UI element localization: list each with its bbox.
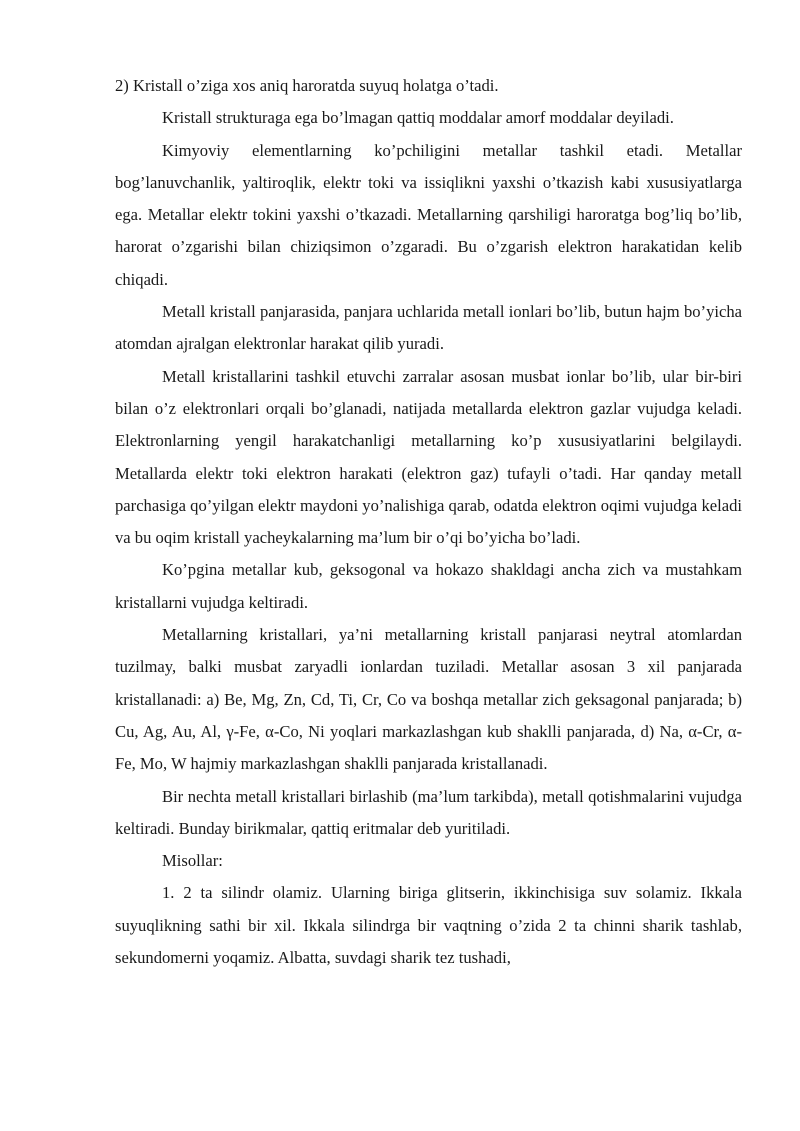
document-page	[115, 70, 742, 974]
paragraph-1: 2) Kristall o’ziga xos aniq haroratda suyuq holatga o’tadi.	[115, 76, 499, 95]
examples-heading: Misollar:	[162, 851, 223, 871]
paragraph-4: Metall kristall panjarasida, panjara uchlarida metall ionlari bo’lib, butun hajm bo’yicha atomdan ajralgan elektronlar harakat qilib yuradi.	[115, 302, 742, 354]
paragraph-7: Metallarning kristallari, ya’ni metallarning kristall panjarasi neytral atomlardan tuzilmay, balki musbat zaryadli ionlardan tuziladi. Metallar asosan 3 xil panjarada kristallanadi: a) Be, Mg, Zn, Cd, Ti, Cr, Co va boshqa metallar zich geksagonal panjarada; b) Cu, Ag, Au, Al, γ-Fe, α-Co, Ni yoqlari markazlashgan kub shaklli panjarada, d) Na, α-Cr, α-Fe, Mo, W hajmiy markazlashgan shaklli panjarada kristallanadi.	[115, 625, 742, 774]
paragraph-5: Metall kristallarini tashkil etuvchi zarralar asosan musbat ionlar bo’lib, ular bir-biri bilan o’z elektronlari orqali bo’glanadi, natijada metallarda elektron gazlar vujudga keladi. Elektronlarning yengil harakatchanligi metallarning ko’p xususiyatlarini belgilaydi. Metallarda elektr toki elektron harakati (elektron gaz) tufayli o’tadi. Har qanday metall parchasiga qo’yilgan elektr maydoni yo’nalishiga qarab, odatda elektron oqimi vujudga keladi va bu oqim kristall yacheykalarning ma’lum bir o’qi bo’yicha bo’ladi.	[115, 366, 742, 548]
paragraph-8: Bir nechta metall kristallari birlashib (ma’lum tarkibda), metall qotishmalarini vujudga keltiradi. Bunday birikmalar, qattiq eritmalar deb yuritiladi.	[115, 786, 742, 838]
paragraph-example-1: 1. 2 ta silindr olamiz. Ularning biriga glitserin, ikkinchisiga suv solamiz. Ikkala suyuqlikning sathi bir xil. Ikkala silindrga bir vaqtning o’zida 2 ta chinni sharik tashlab, sekundomerni yoqamiz. Albatta, suvdagi sharik tez tushadi,	[115, 883, 742, 968]
paragraph-2: Kristall strukturaga ega bo’lmagan qattiq moddalar amorf moddalar deyiladi.	[162, 108, 674, 128]
paragraph-3: Kimyoviy elementlarning ko’pchiligini metallar tashkil etadi. Metallar bog’lanuvchanlik, yaltiroqlik, elektr toki va issiqlikni yaxshi o’tkazish kabi xususiyatlarga ega. Metallar elektr tokini yaxshi o’tkazadi. Metallarning qarshiligi haroratga bog’liq bo’lib, harorat o’zgarishi bilan chiziqsimon o’zgaradi. Bu o’zgarish elektron harakatidan kelib chiqadi.	[115, 140, 742, 289]
paragraph-6: Ko’pgina metallar kub, geksogonal va hokazo shakldagi ancha zich va mustahkam kristallarni vujudga keltiradi.	[115, 560, 742, 612]
